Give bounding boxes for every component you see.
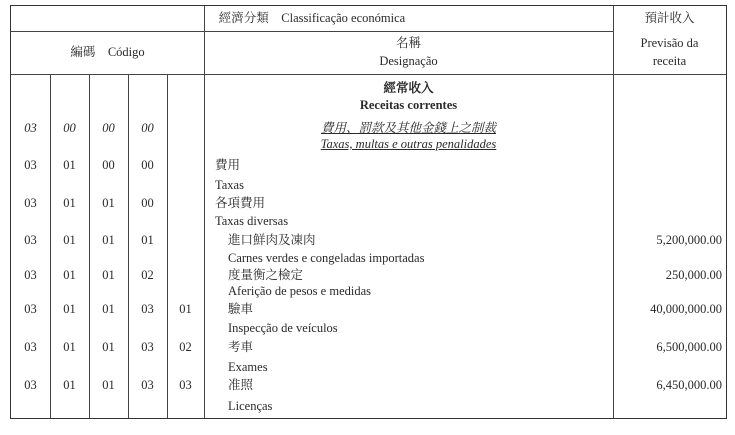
code-cell: 01 (63, 158, 76, 172)
code-cell: 03 (24, 302, 37, 316)
code-cell: 03 (24, 158, 37, 172)
code-cell: 01 (63, 378, 76, 392)
code-cell: 01 (63, 302, 76, 316)
code-cell: 03 (24, 196, 37, 210)
code-cell: 03 (24, 268, 37, 282)
code-cell: 00 (102, 158, 115, 172)
code-header: 編碼 Código (70, 45, 145, 59)
code-cell: 00 (141, 121, 154, 135)
designation-zh: 考車 (228, 340, 254, 354)
col-divider (167, 74, 168, 418)
designation-pt: Inspecção de veículos (228, 321, 338, 335)
code-cell: 01 (102, 378, 115, 392)
forecast-header-pt-line2: receita (652, 54, 687, 68)
code-cell: 03 (24, 121, 37, 135)
code-cell: 03 (24, 378, 37, 392)
code-cell: 01 (63, 268, 76, 282)
designation-header-zh: 名稱 (395, 36, 421, 50)
code-cell: 00 (102, 121, 115, 135)
forecast-value: 6,450,000.00 (656, 378, 722, 392)
code-cell: 01 (63, 233, 76, 247)
designation-zh: 進口鮮肉及凍肉 (228, 233, 316, 247)
classification-header: 經濟分類 Classificação económica (218, 11, 406, 25)
code-cell: 01 (63, 196, 76, 210)
forecast-value: 5,200,000.00 (656, 233, 722, 247)
code-cell: 00 (63, 121, 76, 135)
forecast-header-zh: 預計收入 (644, 11, 695, 25)
code-cell: 01 (102, 196, 115, 210)
designation-header-pt: Designação (379, 54, 438, 68)
code-cell: 01 (102, 302, 115, 316)
forecast-value: 6,500,000.00 (656, 340, 722, 354)
code-cell: 02 (179, 340, 192, 354)
designation-zh: 各項費用 (215, 196, 266, 210)
code-cell: 03 (179, 378, 192, 392)
forecast-value: 40,000,000.00 (650, 302, 722, 316)
code-cell: 01 (63, 340, 76, 354)
designation-pt: Licenças (228, 399, 273, 413)
code-cell: 03 (141, 302, 154, 316)
code-cell: 00 (141, 158, 154, 172)
section-title-pt: Receitas correntes (359, 98, 458, 112)
code-cell: 01 (102, 340, 115, 354)
designation-pt: Taxas diversas (215, 214, 289, 228)
budget-table (10, 5, 727, 419)
designation-pt: Aferição de pesos e medidas (228, 284, 371, 298)
designation-pt: Taxas (215, 178, 244, 192)
code-cell: 03 (141, 340, 154, 354)
code-cell: 01 (179, 302, 192, 316)
designation-pt: Taxas, multas e outras penalidades (320, 137, 497, 151)
code-cell: 02 (141, 268, 154, 282)
designation-pt: Carnes verdes e congeladas importadas (228, 251, 425, 265)
code-cell: 01 (102, 268, 115, 282)
designation-zh: 費用、罰款及其他金錢上之制裁 (320, 121, 496, 135)
designation-zh: 度量衡之檢定 (228, 268, 304, 282)
code-cell: 03 (24, 340, 37, 354)
code-cell: 00 (141, 196, 154, 210)
code-cell: 01 (141, 233, 154, 247)
code-cell: 03 (141, 378, 154, 392)
code-cell: 03 (24, 233, 37, 247)
header-divider (11, 31, 613, 32)
designation-pt: Exames (228, 360, 268, 374)
forecast-value: 250,000.00 (665, 268, 722, 282)
section-title-zh: 經常收入 (383, 81, 434, 95)
header-divider (11, 74, 726, 75)
designation-zh: 准照 (228, 378, 254, 392)
forecast-header-pt-line1: Previsão da (640, 36, 699, 50)
code-cell: 01 (102, 233, 115, 247)
designation-zh: 驗車 (228, 302, 254, 316)
designation-zh: 費用 (215, 158, 241, 172)
